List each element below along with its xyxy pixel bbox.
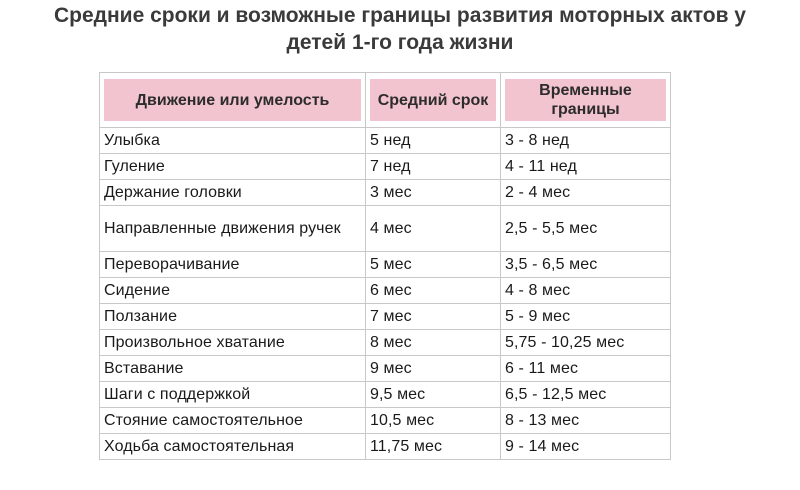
cell-average-term: 6 мес	[366, 278, 501, 304]
cell-movement: Стояние самостоятельное	[100, 408, 366, 434]
cell-average-term: 3 мес	[366, 180, 501, 206]
column-header-label: Временные границы	[505, 79, 666, 121]
cell-time-range: 3,5 - 6,5 мес	[501, 252, 671, 278]
cell-movement: Улыбка	[100, 128, 366, 154]
cell-time-range: 4 - 8 мес	[501, 278, 671, 304]
table-row	[100, 278, 671, 304]
cell-movement: Вставание	[100, 356, 366, 382]
table-row	[100, 408, 671, 434]
cell-movement: Шаги с поддержкой	[100, 382, 366, 408]
page-title-line-2: детей 1-го года жизни	[286, 31, 514, 54]
table-row	[100, 330, 671, 356]
cell-average-term: 5 мес	[366, 252, 501, 278]
column-header-label: Движение или умелость	[104, 79, 361, 121]
cell-average-term: 11,75 мес	[366, 434, 501, 460]
table-header	[100, 73, 671, 128]
table-row	[100, 252, 671, 278]
cell-time-range: 2,5 - 5,5 мес	[501, 206, 671, 252]
table-row	[100, 304, 671, 330]
cell-time-range: 6 - 11 мес	[501, 356, 671, 382]
cell-average-term: 4 мес	[366, 206, 501, 252]
cell-movement: Переворачивание	[100, 252, 366, 278]
table-row	[100, 128, 671, 154]
cell-average-term: 5 нед	[366, 128, 501, 154]
cell-time-range: 3 - 8 нед	[501, 128, 671, 154]
table-row	[100, 154, 671, 180]
column-header-time-range	[501, 73, 671, 128]
cell-average-term: 9 мес	[366, 356, 501, 382]
table-row	[100, 180, 671, 206]
table-row	[100, 356, 671, 382]
column-header-label: Средний срок	[370, 79, 496, 121]
cell-movement: Сидение	[100, 278, 366, 304]
cell-movement: Ползание	[100, 304, 366, 330]
cell-average-term: 7 нед	[366, 154, 501, 180]
cell-time-range: 6,5 - 12,5 мес	[501, 382, 671, 408]
cell-time-range: 2 - 4 мес	[501, 180, 671, 206]
table-row	[100, 206, 671, 252]
column-header-average-term	[366, 73, 501, 128]
table-row	[100, 434, 671, 460]
cell-movement: Держание головки	[100, 180, 366, 206]
cell-time-range: 5,75 - 10,25 мес	[501, 330, 671, 356]
table-row	[100, 382, 671, 408]
page-title-line-1: Средние сроки и возможные границы развития моторных актов у	[53, 4, 746, 27]
cell-time-range: 5 - 9 мес	[501, 304, 671, 330]
cell-average-term: 9,5 мес	[366, 382, 501, 408]
table-header-row	[100, 73, 671, 128]
column-header-movement	[100, 73, 366, 128]
cell-time-range: 4 - 11 нед	[501, 154, 671, 180]
cell-time-range: 9 - 14 мес	[501, 434, 671, 460]
cell-average-term: 10,5 мес	[366, 408, 501, 434]
cell-movement: Направленные движения ручек	[100, 206, 366, 252]
motor-development-table	[99, 72, 671, 460]
cell-movement: Гуление	[100, 154, 366, 180]
cell-movement: Произвольное хватание	[100, 330, 366, 356]
cell-movement: Ходьба самостоятельная	[100, 434, 366, 460]
cell-average-term: 7 мес	[366, 304, 501, 330]
cell-time-range: 8 - 13 мес	[501, 408, 671, 434]
cell-average-term: 8 мес	[366, 330, 501, 356]
page-title	[0, 0, 800, 56]
table-body	[100, 128, 671, 460]
